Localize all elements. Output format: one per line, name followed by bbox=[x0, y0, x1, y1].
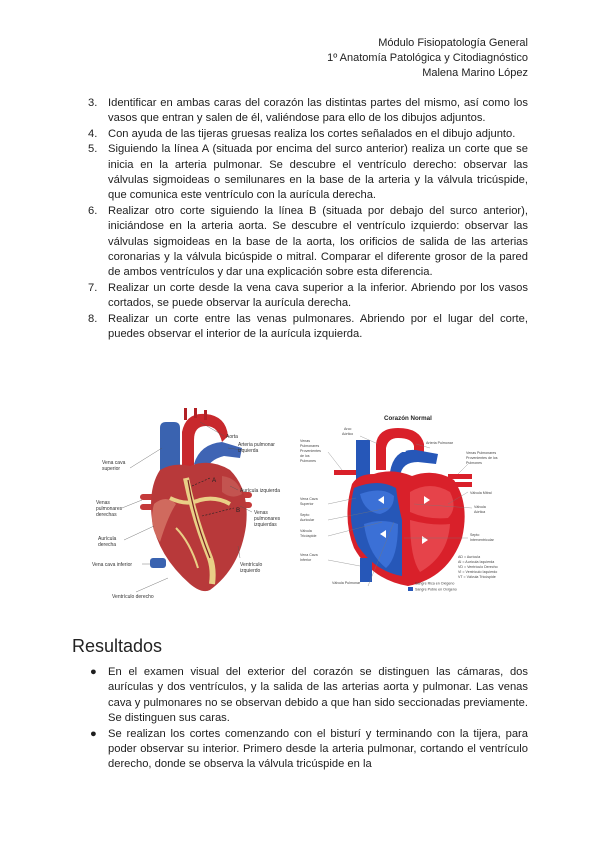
legend-deoxygenated-label: Sangre Pobre en Oxígeno bbox=[415, 587, 457, 592]
result-item bbox=[88, 665, 528, 727]
label-left-atrium: Aurícula izquierda bbox=[240, 488, 281, 494]
step-number: 6. bbox=[88, 204, 98, 217]
label-right-pulmonary-veins: de los bbox=[300, 454, 310, 458]
results-list bbox=[88, 665, 528, 773]
label-aortic-valve: Válvula bbox=[474, 505, 486, 509]
label-right-atrium: derecha bbox=[98, 542, 117, 548]
left-pulmonary-vein-shape bbox=[448, 474, 472, 479]
step-item bbox=[88, 127, 528, 142]
label-left-ventricle: izquierdo bbox=[240, 568, 261, 574]
legend-oxygenated-label: Sangre Rica en Oxígeno bbox=[415, 581, 455, 586]
label-superior-vena-cava: Vena cava bbox=[102, 460, 126, 466]
cut-b-label: B bbox=[236, 507, 241, 514]
abbreviation-vi: VI = Ventrículo Izquierdo bbox=[458, 570, 498, 574]
label-mitral-valve: Válvula Mitral bbox=[470, 491, 492, 495]
label-pulmonary-valve: Válvula Pulmonar bbox=[332, 581, 361, 585]
label-inferior-vena-cava: Vena cava inferior bbox=[92, 562, 133, 568]
superior-vena-cava-shape bbox=[160, 422, 180, 470]
step-number: 3. bbox=[88, 97, 98, 109]
results-heading: Resultados bbox=[72, 636, 163, 656]
abbreviation-ad: AD = Aurícula bbox=[458, 555, 481, 559]
label-superior-vena-cava: superior bbox=[102, 466, 121, 472]
step-text: Realizar un corte desde la vena cava superior a la inferior. Abriendo por los vasos cortados, se puede observar la aurícula derecha. bbox=[108, 281, 528, 310]
label-right-ventricle: Ventrículo derecho bbox=[112, 594, 154, 600]
label-tricuspid-valve: Válvula bbox=[300, 529, 312, 533]
step-text: Siguiendo la línea A (situada por encima del surco anterior) realiza un corte que se inicia en la arteria pulmonar. Se descubre el ventrículo derecho: observar las válvulas sigmoideas o semilunares en la base de la arteria y la válvula tricúspide, que comunica este ventrículo con la aurícula derecha. bbox=[108, 143, 528, 202]
label-left-pulmonary-veins: Pulmones bbox=[466, 461, 482, 465]
header-module: Módulo Fisiopatología General bbox=[378, 37, 528, 49]
label-right-pulmonary-veins: Pulmones bbox=[300, 459, 316, 463]
step-text: Realizar otro corte siguiendo la línea B (situada por debajo del surco anterior), iniciándose en la arteria aorta. Se descubre el ventrículo izquierdo: observar las válvulas sigmoideas en la base de la aorta, los orificios de salida de las arterias coronarias y la válvula bicúspide o mitral. Comparar el diferente grosor de la pared de ambos ventrículos y dar una explicación sobre esta diferencia. bbox=[108, 204, 528, 279]
label-superior-vena-cava: Vena Cava bbox=[300, 497, 318, 501]
step-item bbox=[88, 204, 528, 281]
label-left-pulmonary-artery: izquierda bbox=[238, 448, 259, 454]
aortic-branch-shape bbox=[204, 410, 207, 420]
label-pulmonary-artery: Arteria Pulmonar bbox=[426, 441, 453, 445]
label-left-pulmonary-veins: Provenientes de los bbox=[466, 456, 498, 460]
result-item bbox=[88, 727, 528, 773]
left-pulmonary-vein-shape bbox=[448, 482, 472, 487]
figures-row bbox=[88, 408, 528, 600]
label-right-atrium: Aurícula bbox=[98, 536, 117, 542]
label-ventricular-septum: Interventricular bbox=[470, 538, 494, 542]
label-ventricular-septum: Septo bbox=[470, 533, 480, 537]
aortic-branch-shape bbox=[184, 408, 187, 420]
aortic-branch-shape bbox=[194, 408, 197, 418]
label-superior-vena-cava: Superior bbox=[300, 502, 314, 506]
label-left-pulmonary-veins: Venas bbox=[254, 510, 268, 516]
step-item bbox=[88, 312, 528, 343]
inferior-vena-cava-shape bbox=[150, 558, 166, 568]
label-right-pulmonary-veins: derechas bbox=[96, 512, 117, 518]
label-aorta: Aorta bbox=[226, 434, 238, 440]
label-right-pulmonary-veins: pulmonares bbox=[96, 506, 123, 512]
step-number: 7. bbox=[88, 281, 98, 294]
step-item bbox=[88, 96, 528, 127]
label-left-ventricle: Ventrículo bbox=[240, 562, 263, 568]
procedure-steps bbox=[88, 96, 528, 343]
label-aortic-arch: Arco bbox=[344, 427, 352, 431]
step-text: Identificar en ambas caras del corazón las distintas partes del mismo, así como los vasos que entran y salen de él, valiéndose para ello de los dibujos adjuntos. bbox=[108, 97, 528, 125]
step-text: Realizar un corte entre las venas pulmonares. Abriendo por el lugar del corte, puedes observar el interior de la aurícula izquierda. bbox=[108, 312, 528, 341]
header-course: 1º Anatomía Patológica y Citodiagnóstico bbox=[327, 52, 528, 64]
step-item bbox=[88, 142, 528, 204]
step-number: 5. bbox=[88, 143, 98, 156]
legend-oxygenated-swatch bbox=[408, 581, 413, 585]
label-left-pulmonary-veins: pulmonares bbox=[254, 516, 281, 522]
diagram-title: Corazón Normal bbox=[384, 415, 432, 422]
label-inferior-vena-cava: Inferior bbox=[300, 558, 312, 562]
step-text: Con ayuda de las tijeras gruesas realiza los cortes señalados en el dibujo adjunto. bbox=[108, 127, 516, 140]
label-inferior-vena-cava: Vena Cava bbox=[300, 553, 318, 557]
label-left-pulmonary-artery: Arteria pulmonar bbox=[238, 442, 275, 448]
legend-deoxygenated-swatch bbox=[408, 587, 413, 591]
label-left-pulmonary-veins: izquierdas bbox=[254, 522, 277, 528]
header-author: Malena Marino López bbox=[422, 67, 528, 79]
abbreviation-vt: VT = Válvula Tricúspide bbox=[458, 575, 496, 579]
step-item bbox=[88, 281, 528, 312]
label-atrial-septum: Auricular bbox=[300, 518, 315, 522]
heart-section-diagram bbox=[298, 408, 528, 600]
left-atrium-chamber-shape bbox=[410, 486, 454, 518]
label-left-pulmonary-veins: Venas Pulmonares bbox=[466, 451, 497, 455]
right-pulmonary-vein-shape bbox=[334, 470, 356, 475]
result-text: En el examen visual del exterior del corazón se distinguen las cámaras, dos aurículas y dos ventrículos, y la salida de las arterias aorta y pulmonar. Las venas cava y pulmonares no se observan debido a que han sido seccionadas previamente. Se distinguen sus caras. bbox=[108, 666, 528, 725]
external-heart-figure bbox=[90, 408, 290, 600]
external-heart-illustration bbox=[90, 408, 290, 600]
label-atrial-septum: Septo bbox=[300, 513, 310, 517]
step-number: 8. bbox=[88, 312, 98, 325]
label-right-pulmonary-veins: Provenientes bbox=[300, 449, 321, 453]
label-aortic-arch: Aórtico bbox=[342, 432, 354, 436]
label-right-pulmonary-veins: Pulmonares bbox=[300, 444, 320, 448]
abbreviation-ai: AI = Aurícula Izquierda bbox=[458, 560, 495, 564]
label-right-pulmonary-veins: Venas bbox=[96, 500, 110, 506]
label-tricuspid-valve: Tricúspide bbox=[300, 534, 317, 538]
bullet-marker: ● bbox=[90, 666, 97, 678]
heart-section-figure bbox=[298, 408, 528, 600]
bullet-marker: ● bbox=[90, 727, 97, 740]
label-right-pulmonary-veins: Venas bbox=[300, 439, 310, 443]
document-header bbox=[327, 36, 528, 81]
abbreviation-vd: VD = Ventrículo Derecho bbox=[458, 565, 498, 569]
label-aortic-valve: Aórtica bbox=[474, 510, 486, 514]
inferior-vena-cava-shape bbox=[360, 558, 372, 582]
result-text: Se realizan los cortes comenzando con el bisturí y terminando con la tijera, para poder observar su interior. Primero desde la arteria pulmonar, cortando el ventrículo derecho, donde se observa la válvula tricúspide en la bbox=[108, 727, 528, 771]
step-number: 4. bbox=[88, 127, 98, 140]
cut-a-label: A bbox=[212, 477, 217, 484]
